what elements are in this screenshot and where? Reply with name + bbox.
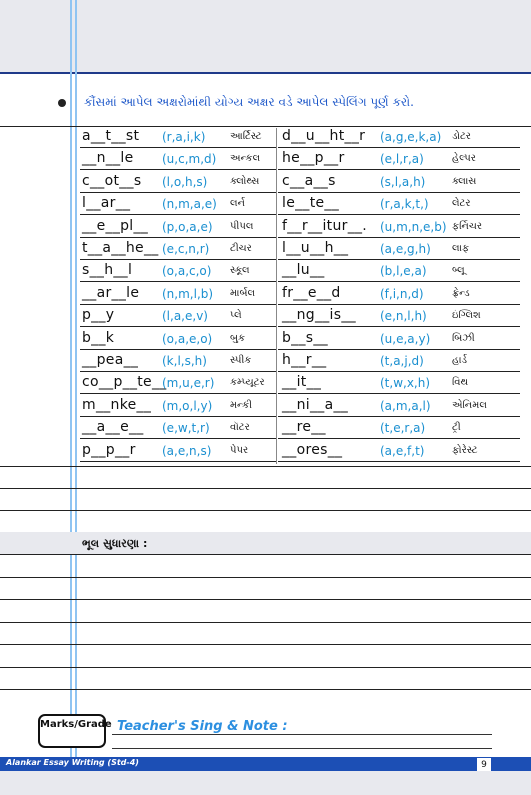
footer-text: Alankar Essay Writing (Std-4) [6, 758, 139, 767]
bullet-icon [58, 99, 66, 107]
exercise-row [80, 150, 520, 171]
left-letters: (m,o,l,y) [162, 398, 213, 413]
exercise-row [80, 442, 520, 463]
left-letters: (r,a,i,k) [162, 130, 206, 144]
word-underline [80, 214, 276, 215]
word-underline [278, 304, 520, 305]
word-underline [278, 438, 520, 439]
right-letters: (a,e,f,t) [380, 443, 425, 458]
right-letters: (t,e,r,a) [380, 421, 426, 436]
left-word: p__y [82, 307, 115, 324]
left-word: co__p__te__ [82, 374, 167, 391]
rule-line [0, 488, 531, 489]
right-letters: (e,l,r,a) [380, 152, 424, 167]
left-word: p__p__r [82, 441, 136, 458]
exercise-row [80, 285, 520, 306]
word-underline [278, 371, 520, 372]
exercise-row [80, 419, 520, 440]
word-underline [80, 371, 276, 372]
word-underline [80, 259, 276, 260]
rule-line [0, 466, 531, 467]
word-underline [278, 326, 520, 327]
right-word: l__u__h__ [282, 240, 349, 256]
left-word: __a__e__ [82, 419, 144, 436]
left-word: t__a__he__ [82, 240, 159, 256]
word-underline [278, 147, 520, 148]
right-letters: (t,a,j,d) [380, 354, 424, 368]
rule-line [0, 510, 531, 511]
note-line [112, 748, 492, 749]
right-gujarati: ડોટર [452, 131, 471, 142]
rule-line [0, 554, 531, 555]
word-underline [80, 237, 276, 238]
right-word: b__s__ [282, 329, 328, 346]
rule-line [0, 126, 531, 127]
right-letters: (u,m,n,e,b) [380, 219, 447, 234]
word-underline [278, 259, 520, 260]
top-header-band [0, 0, 531, 74]
left-word: b__k [82, 329, 115, 346]
right-gujarati: ફોરેસ્ટ [452, 444, 478, 456]
teacher-note-label: Teacher's Sing & Note : [117, 719, 288, 734]
right-letters: (r,a,k,t,) [380, 197, 429, 212]
right-letters: (e,n,l,h) [380, 309, 427, 324]
left-gujarati: મન્કી [230, 399, 252, 411]
page-number: 9 [477, 758, 491, 772]
word-underline [80, 416, 276, 417]
right-gujarati: ક્લાસ [452, 175, 477, 187]
exercise-row [80, 218, 520, 239]
word-underline [80, 192, 276, 193]
exercise-row [80, 128, 520, 149]
instruction-text: કૌંસમાં આપેલ અક્ષરોમાંથી યોગ્ય અક્ષર વડે આપેલ સ્પેલિંગ પૂર્ણ કરો. [84, 95, 414, 109]
left-letters: (p,o,a,e) [162, 219, 213, 234]
word-underline [278, 393, 520, 394]
word-underline [278, 349, 520, 350]
left-word: __n__le [82, 150, 134, 167]
left-letters: (e,c,n,r) [162, 242, 210, 256]
word-underline [80, 147, 276, 148]
word-underline [278, 169, 520, 170]
word-underline [80, 349, 276, 350]
right-word: f__r__itur__. [282, 217, 368, 234]
exercise-row [80, 397, 520, 418]
right-gujarati: ફર્નિચર [452, 220, 483, 232]
right-gujarati: ટ્રી [452, 422, 461, 434]
left-letters: (o,a,e,o) [162, 331, 213, 346]
right-word: fr__e__d [282, 284, 341, 301]
right-letters: (b,l,e,a) [380, 264, 427, 279]
right-word: __lu__ [282, 262, 325, 279]
right-letters: (u,e,a,y) [380, 331, 431, 346]
left-letters: (l,a,e,v) [162, 309, 208, 324]
right-word: d__u__ht__r [282, 128, 366, 144]
marks-grade-box: Marks/Grade [38, 714, 106, 748]
right-word: c__a__s [282, 172, 336, 189]
left-word: __ar__le [82, 284, 140, 301]
rule-line [0, 644, 531, 645]
left-gujarati: ક્લોથ્સ [230, 175, 260, 187]
right-letters: (a,g,e,k,a) [380, 130, 442, 144]
rule-line [0, 667, 531, 668]
word-underline [278, 281, 520, 282]
right-word: __re__ [282, 419, 326, 436]
word-underline [80, 304, 276, 305]
word-underline [278, 461, 520, 462]
left-gujarati: સ્કૂલ [230, 265, 250, 277]
rule-line [0, 577, 531, 578]
correction-band [0, 532, 531, 554]
left-gujarati: માર્બલ [230, 287, 256, 299]
exercise-row [80, 352, 520, 373]
right-word: h__r__ [282, 352, 327, 368]
exercise-row [80, 374, 520, 395]
right-gujarati: લેટર [452, 198, 471, 210]
left-letters: (u,c,m,d) [162, 152, 217, 167]
left-gujarati: ટીચર [230, 243, 252, 254]
word-underline [278, 192, 520, 193]
right-gujarati: ફ્રેન્ડ [452, 287, 470, 299]
right-word: __ng__is__ [282, 307, 356, 324]
left-gujarati: પ્લે [230, 310, 242, 322]
right-letters: (a,e,g,h) [380, 242, 431, 256]
left-letters: (n,m,l,b) [162, 286, 214, 301]
exercise-row [80, 307, 520, 328]
word-underline [80, 326, 276, 327]
exercise-row [80, 240, 520, 261]
rule-line [0, 689, 531, 690]
right-word: __it__ [282, 374, 322, 391]
right-gujarati: બિઝી [452, 332, 475, 344]
correction-label: ભૂલ સુધારણા : [82, 537, 148, 550]
left-gujarati: અન્કલ [230, 153, 261, 165]
left-gujarati: વૉટર [230, 422, 250, 434]
left-letters: (m,u,e,r) [162, 376, 215, 391]
left-gujarati: બુક [230, 332, 246, 344]
right-word: __ni__a__ [282, 396, 349, 413]
top-divider [0, 72, 531, 74]
right-gujarati: બ્લૂ [452, 265, 465, 277]
right-word: he__p__r [282, 150, 345, 167]
left-gujarati: આર્ટિસ્ટ [230, 131, 262, 142]
rule-line [0, 599, 531, 600]
right-word: le__te__ [282, 195, 340, 212]
right-gujarati: એનિમલ [452, 399, 487, 411]
left-letters: (n,m,a,e) [162, 197, 217, 212]
word-underline [80, 438, 276, 439]
word-underline [278, 214, 520, 215]
left-letters: (o,a,c,o) [162, 264, 212, 279]
right-letters: (f,i,n,d) [380, 286, 424, 301]
left-gujarati: પીપલ [230, 220, 254, 232]
left-letters: (k,l,s,h) [162, 354, 207, 368]
right-letters: (a,m,a,l) [380, 398, 431, 413]
left-gujarati: પેપર [230, 444, 249, 456]
right-gujarati: ઇંગ્લિશ [452, 310, 481, 322]
word-underline [80, 281, 276, 282]
rule-line [0, 622, 531, 623]
left-letters: (l,o,h,s) [162, 174, 208, 189]
left-gujarati: લર્ન [230, 198, 246, 210]
bottom-band [0, 771, 531, 795]
left-word: __e__pl__ [82, 217, 149, 234]
right-letters: (t,w,x,h) [380, 376, 431, 391]
exercise-row [80, 173, 520, 194]
right-gujarati: વિથ [452, 377, 469, 389]
right-gujarati: હાર્ડ [452, 355, 468, 366]
right-gujarati: હેલ્પર [452, 153, 476, 165]
exercise-row [80, 330, 520, 351]
left-word: c__ot__s [82, 172, 142, 189]
left-word: s__h__l [82, 262, 133, 279]
left-letters: (a,e,n,s) [162, 443, 212, 458]
right-letters: (s,l,a,h) [380, 174, 426, 189]
left-word: a__t__st [82, 128, 140, 144]
left-letters: (e,w,t,r) [162, 421, 210, 436]
word-underline [278, 237, 520, 238]
exercise-row [80, 262, 520, 283]
word-underline [80, 461, 276, 462]
note-line [112, 734, 492, 735]
left-gujarati: સ્પીક [230, 355, 252, 366]
left-word: __pea__ [82, 352, 139, 368]
left-gujarati: કમ્પ્યૂટર [230, 377, 265, 389]
word-underline [278, 416, 520, 417]
word-underline [80, 169, 276, 170]
left-word: l__ar__ [82, 195, 131, 212]
right-word: __ores__ [282, 441, 343, 458]
exercise-row [80, 195, 520, 216]
left-word: m__nke__ [82, 396, 152, 413]
word-underline [80, 393, 276, 394]
right-gujarati: લાફ [452, 243, 470, 254]
